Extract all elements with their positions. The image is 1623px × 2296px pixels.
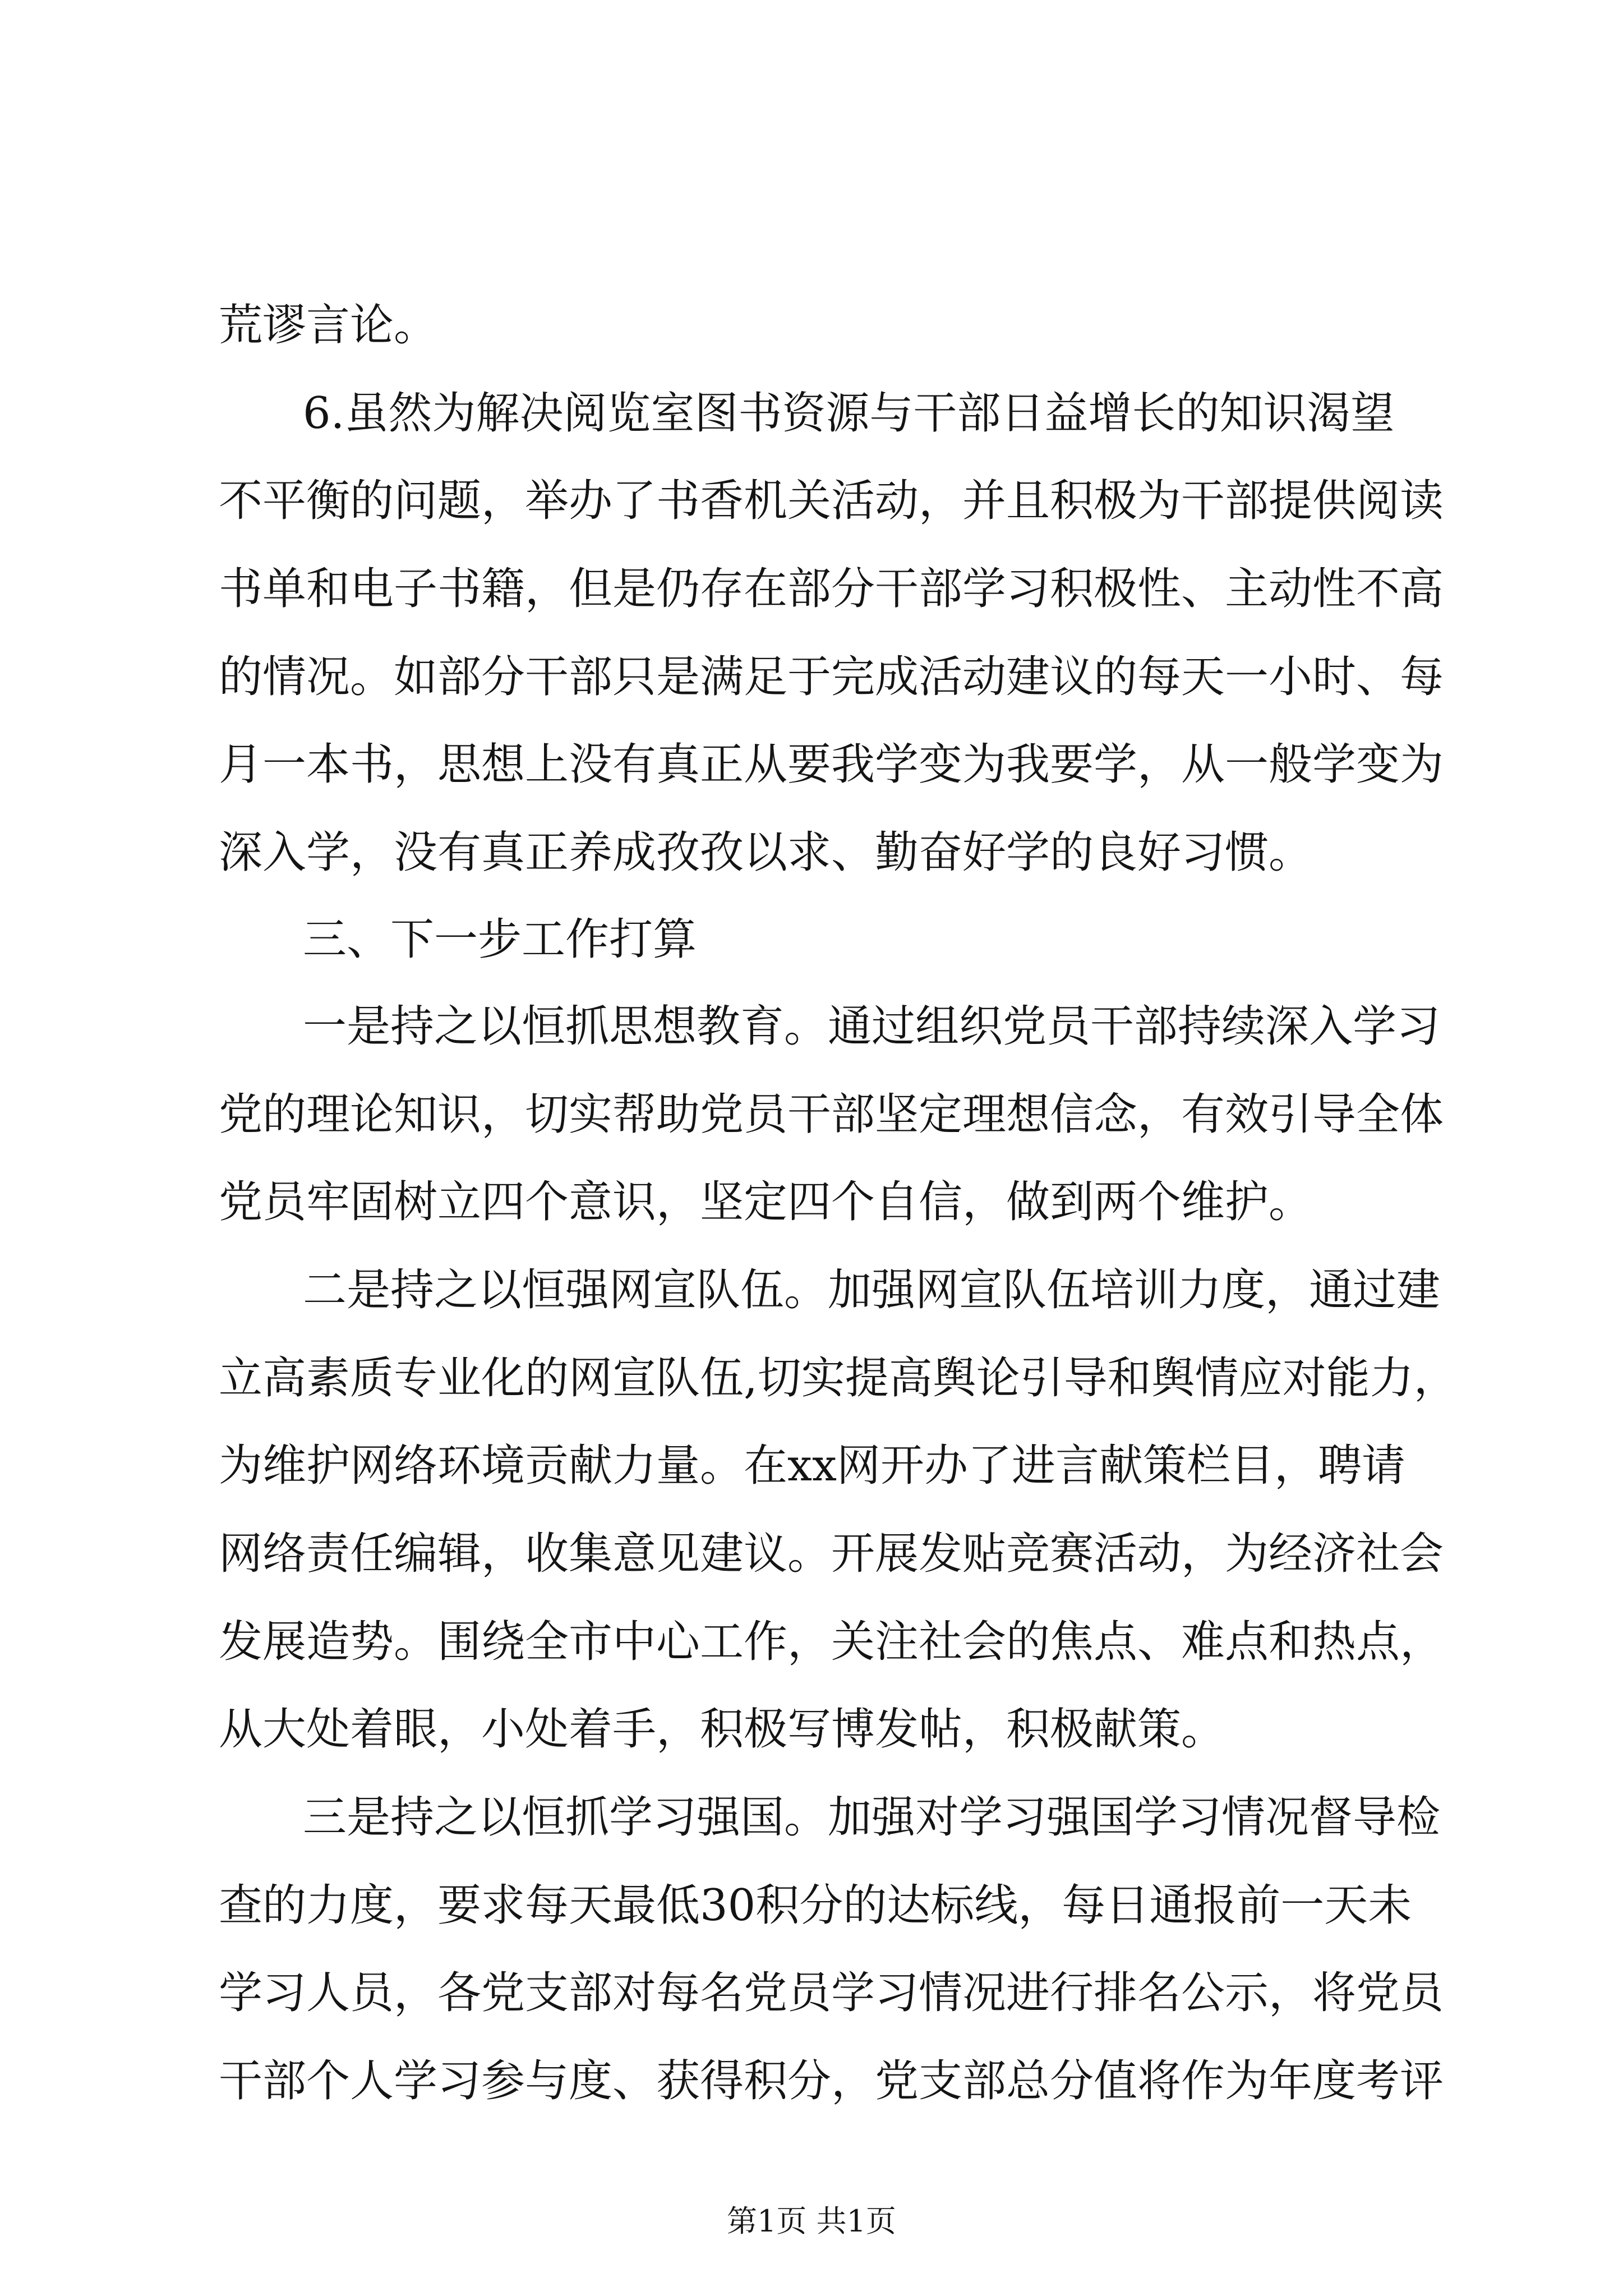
text-line: 书单和电子书籍，但是仍存在部分干部学习积极性、主动性不高 bbox=[219, 564, 1444, 614]
text-line: 二是持之以恒强网宣队伍。加强网宣队伍培训力度，通过建 bbox=[303, 1265, 1441, 1315]
text-line: 立高素质专业化的网宣队伍,切实提高舆论引导和舆情应对能力， bbox=[219, 1353, 1458, 1404]
text-line: 荒谬言论。 bbox=[219, 300, 438, 351]
text-line: 不平衡的问题，举办了书香机关活动，并且积极为干部提供阅读 bbox=[219, 476, 1444, 526]
text-line: 查的力度，要求每天最低30积分的达标线，每日通报前一天未 bbox=[219, 1880, 1412, 1931]
text-line: 深入学，没有真正养成孜孜以求、勤奋好学的良好习惯。 bbox=[219, 827, 1313, 878]
text-line: 干部个人学习参与度、获得积分，党支部总分值将作为年度考评 bbox=[219, 2056, 1444, 2106]
text-line: 三是持之以恒抓学习强国。加强对学习强国学习情况督导检 bbox=[303, 1792, 1441, 1843]
text-line: 发展造势。围绕全市中心工作，关注社会的焦点、难点和热点， bbox=[219, 1617, 1444, 1667]
text-line: 党员牢固树立四个意识，坚定四个自信，做到两个维护。 bbox=[219, 1177, 1313, 1227]
text-line: 6.虽然为解决阅览室图书资源与干部日益增长的知识渴望 bbox=[303, 388, 1395, 439]
text-line: 学习人员，各党支部对每名党员学习情况进行排名公示，将党员 bbox=[219, 1968, 1444, 2018]
text-line: 党的理论知识，切实帮助党员干部坚定理想信念，有效引导全体 bbox=[219, 1089, 1444, 1140]
text-line: 一是持之以恒抓思想教育。通过组织党员干部持续深入学习 bbox=[303, 1001, 1441, 1052]
text-line: 为维护网络环境贡献力量。在xx网开办了进言献策栏目，聘请 bbox=[219, 1441, 1405, 1491]
text-line: 网络责任编辑，收集意见建议。开展发贴竞赛活动，为经济社会 bbox=[219, 1529, 1444, 1579]
text-line: 的情况。如部分干部只是满足于完成活动建议的每天一小时、每 bbox=[219, 652, 1444, 702]
text-line: 月一本书，思想上没有真正从要我学变为我要学，从一般学变为 bbox=[219, 739, 1444, 790]
section-heading: 三、下一步工作打算 bbox=[303, 914, 697, 965]
page-footer: 第1页 共1页 bbox=[727, 2203, 896, 2239]
text-line: 从大处着眼，小处着手，积极写博发帖，积极献策。 bbox=[219, 1704, 1225, 1755]
